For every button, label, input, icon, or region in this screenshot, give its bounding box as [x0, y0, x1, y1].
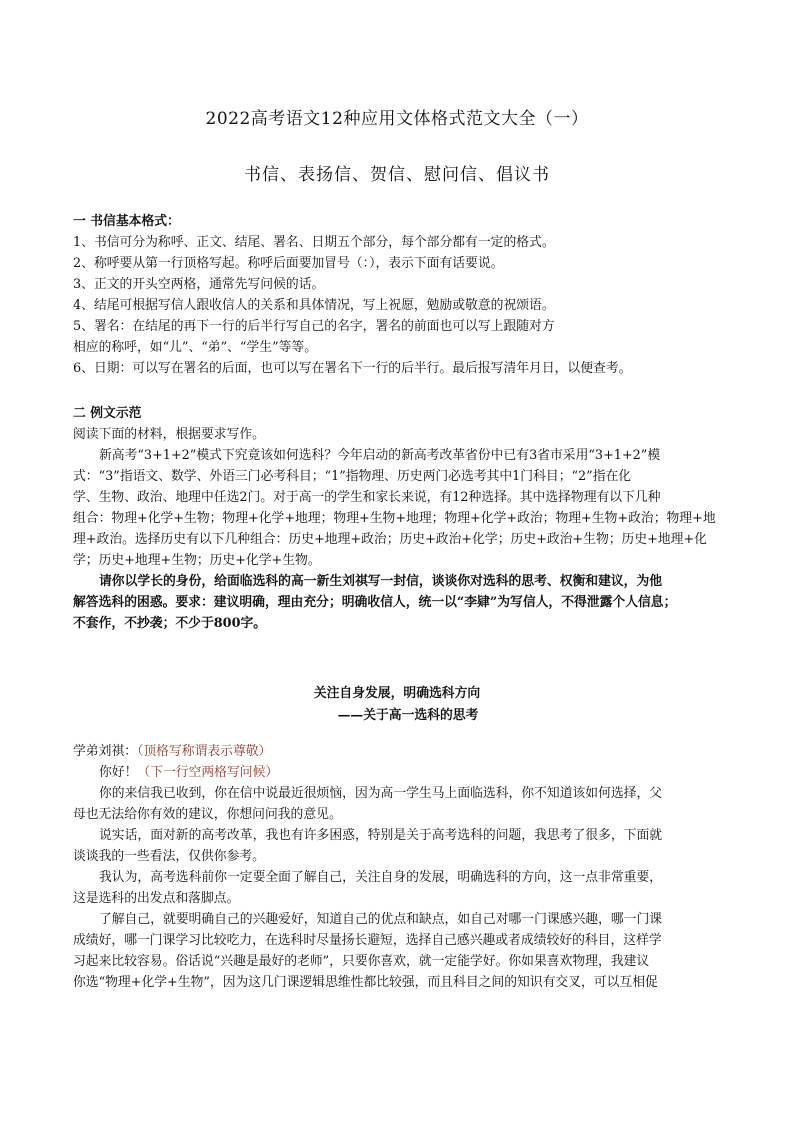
task-line: 解答选科的困惑。要求：建议明确，理由充分；明确收信人，统一以“李肄”为写信人，不得泄露个人信息； [73, 595, 677, 610]
section-letter-format [73, 211, 733, 379]
letter-title: 关注自身发展，明确选科方向 [313, 686, 481, 701]
document-title: 2022高考语文12种应用文体格式范文大全（一） [205, 109, 589, 129]
paragraph-line: 习起来比较容易。俗话说“兴趣是最好的老师”，只要你喜欢，就一定能学好。你如果喜欢物理，我建议 [73, 954, 650, 969]
salutation-line [73, 741, 733, 762]
paragraph-line: 你选“物理+化学+生物”，因为这几门课逻辑思维性都比较强，而且科目之间的知识有交叉，可以互相促 [73, 975, 658, 990]
greeting-line [73, 762, 733, 783]
format-item: 2、称呼要从第一行顶格写起。称呼后面要加冒号（：），表示下面有话要说。 [73, 256, 504, 271]
task-line: 不套作，不抄袭；不少于800字。 [73, 616, 267, 631]
paragraph-line: 了解自己，就要明确自己的兴趣爱好，知道自己的优点和缺点，如自己对哪一门课感兴趣，哪一门课 [99, 912, 663, 927]
format-item: 5、署名：在结尾的再下一行的后半行写自己的名字，署名的前面也可以写上跟随对方 [73, 319, 555, 334]
material-line: 理+政治。选择历史有以下几种组合：历史+地理+政治；历史+政治+化学；历史+政治+生物；历史+地理+化 [73, 532, 707, 547]
task-line: 请你以学长的身份，给面临选科的高一新生刘祺写一封信，谈谈你对选科的思考、权衡和建议，为他 [99, 574, 663, 589]
material-line: 学、生物、政治、地理中任选2门。对于高一的学生和家长来说，有12种选择。其中选择物理有以下几种 [73, 490, 661, 505]
paragraph-line: 成绩好，哪一门课学习比较吃力，在选科时尽量扬长避短，选择自己感兴趣或者成绩较好的科目，这样学 [73, 933, 662, 948]
paragraph-line: 母也无法给你有效的建议，你想问问我的意见。 [73, 807, 342, 822]
paragraph-line: 谈谈我的一些看法，仅供你参考。 [73, 849, 265, 864]
format-item: 相应的称呼，如“儿”、“弟”、“学生”等等。 [73, 340, 318, 355]
greeting: 你好！ [99, 765, 138, 780]
paragraph-line: 说实话，面对新的高考改革，我也有许多困惑，特别是关于高考选科的问题，我思考了很多，下面就 [99, 828, 663, 843]
format-item: 3、正文的开头空两格，通常先写问候的话。 [73, 277, 325, 292]
salutation-note: （顶格写称谓表示尊敬） [136, 744, 272, 759]
paragraph-line: 这是选科的出发点和落脚点。 [73, 891, 240, 906]
document-subtitle: 书信、表扬信、贺信、慰问信、倡议书 [244, 165, 550, 185]
material-line: 新高考“3+1+2”模式下究竟该如何选科？今年启动的新高考改革省份中已有3省市采用“3+1+2”模 [99, 448, 661, 463]
section-heading: 一 书信基本格式： [73, 214, 180, 229]
letter-body [73, 741, 733, 993]
format-item: 1、书信可分为称呼、正文、结尾、署名、日期五个部分，每个部分都有一定的格式。 [73, 235, 555, 250]
material-line: 式：“3”指语文、数学、外语三门必考科目；“1”指物理、历史两门必选考其中1门科目；“2”指在化 [73, 469, 632, 484]
section-example [73, 403, 733, 634]
paragraph-line: 你的来信我已收到，你在信中说最近很烦恼，因为高一学生马上面临选科，你不知道该如何选择，父 [99, 786, 663, 801]
format-item: 4、结尾可根据写信人跟收信人的关系和具体情况，写上祝愿，勉励或敬意的祝颂语。 [73, 298, 555, 313]
section-heading: 二 例文示范 [73, 406, 142, 421]
paragraph-line: 我认为，高考选科前你一定要全面了解自己，关注自身的发展，明确选科的方向，这一点非常重要， [99, 870, 663, 885]
format-item: 6、日期：可以写在署名的后面，也可以写在署名下一行的后半行。最后报写清年月日，以便查考。 [73, 361, 632, 376]
salutation: 学弟刘祺： [73, 744, 137, 759]
material-line: 学；历史+地理+生物；历史+化学+生物。 [73, 553, 321, 568]
intro-line: 阅读下面的材料，根据要求写作。 [73, 427, 265, 442]
greeting-note: （下一行空两格写问候） [137, 765, 279, 780]
material-line: 组合：物理+化学+生物；物理+化学+地理；物理+生物+地理；物理+化学+政治；物理+生物+政治；物理+地 [73, 511, 716, 526]
letter-subtitle: ——关于高一选科的思考 [337, 708, 479, 723]
